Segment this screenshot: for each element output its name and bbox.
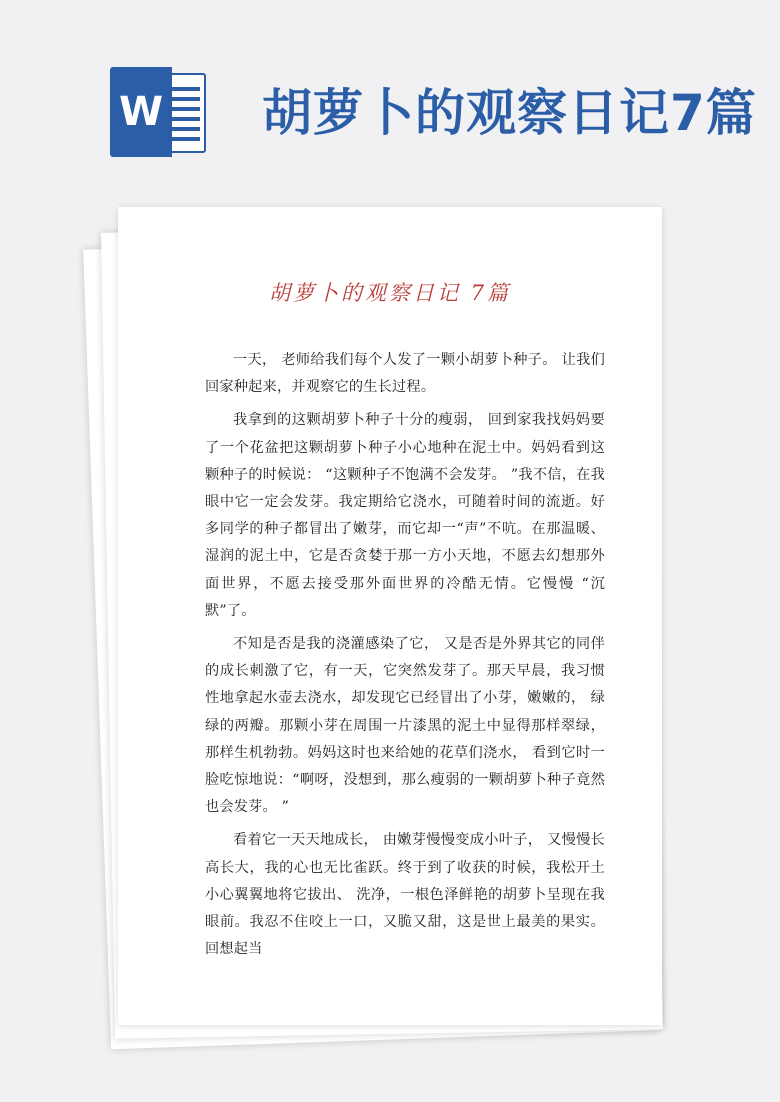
paragraph: 我拿到的这颗胡萝卜种子十分的瘦弱， 回到家我找妈妈要了一个花盆把这颗胡萝卜种子小心地种在泥土中。妈妈看到这颗种子的时候说： “这颗种子不饱满不会发芽。 ”我不信，在我眼中它一定会发芽。我定期给它浇水，可随着时间的流逝。好多同学的种子都冒出了嫩芽，而它却一“声”不吭。在那温暖、湿润的泥土中，它是否贪婪于那一方小天地，不愿去幻想那外面世界，不愿去接受那外面世界的冷酷无情。它慢慢 “沉默”了。 bbox=[205, 412, 605, 619]
paragraph: 看着它一天天地成长， 由嫩芽慢慢变成小叶子， 又慢慢长高长大，我的心也无比雀跃。终于到了收获的时候，我松开土小心翼翼地将它拔出、 洗净，一根色泽鲜艳的胡萝卜呈现在我眼前。我忍不住咬上一口，又脆又甜，这是世上最美的果实。回想起当 bbox=[205, 832, 605, 958]
paragraph: 不知是否是我的浇灌感染了它， 又是否是外界其它的同伴的成长刺激了它，有一天，它突然发芽了。那天早晨，我习惯性地拿起水壶去浇水，却发现它已经冒出了小芽，嫩嫩的， 绿绿的两瓣。那颗小芽在周围一片漆黑的泥土中显得那样翠绿，那样生机勃勃。妈妈这时也来给她的花草们浇水， 看到它时一脸吃惊地说：“啊呀，没想到，那么瘦弱的一颗胡萝卜种子竟然也会发芽。 ” bbox=[205, 636, 605, 816]
word-document-icon bbox=[110, 67, 208, 157]
document-page bbox=[118, 207, 662, 1025]
header bbox=[0, 0, 780, 200]
document-body bbox=[205, 347, 605, 969]
document-title: 胡萝卜的观察日记 7篇 bbox=[268, 281, 512, 305]
paragraph: 一天， 老师给我们每个人发了一颗小胡萝卜种子。 让我们回家种起来，并观察它的生长过程。 bbox=[205, 352, 605, 396]
word-letter-badge: W bbox=[110, 67, 172, 157]
page-title: 胡萝卜的观察日记7篇 bbox=[262, 84, 757, 142]
